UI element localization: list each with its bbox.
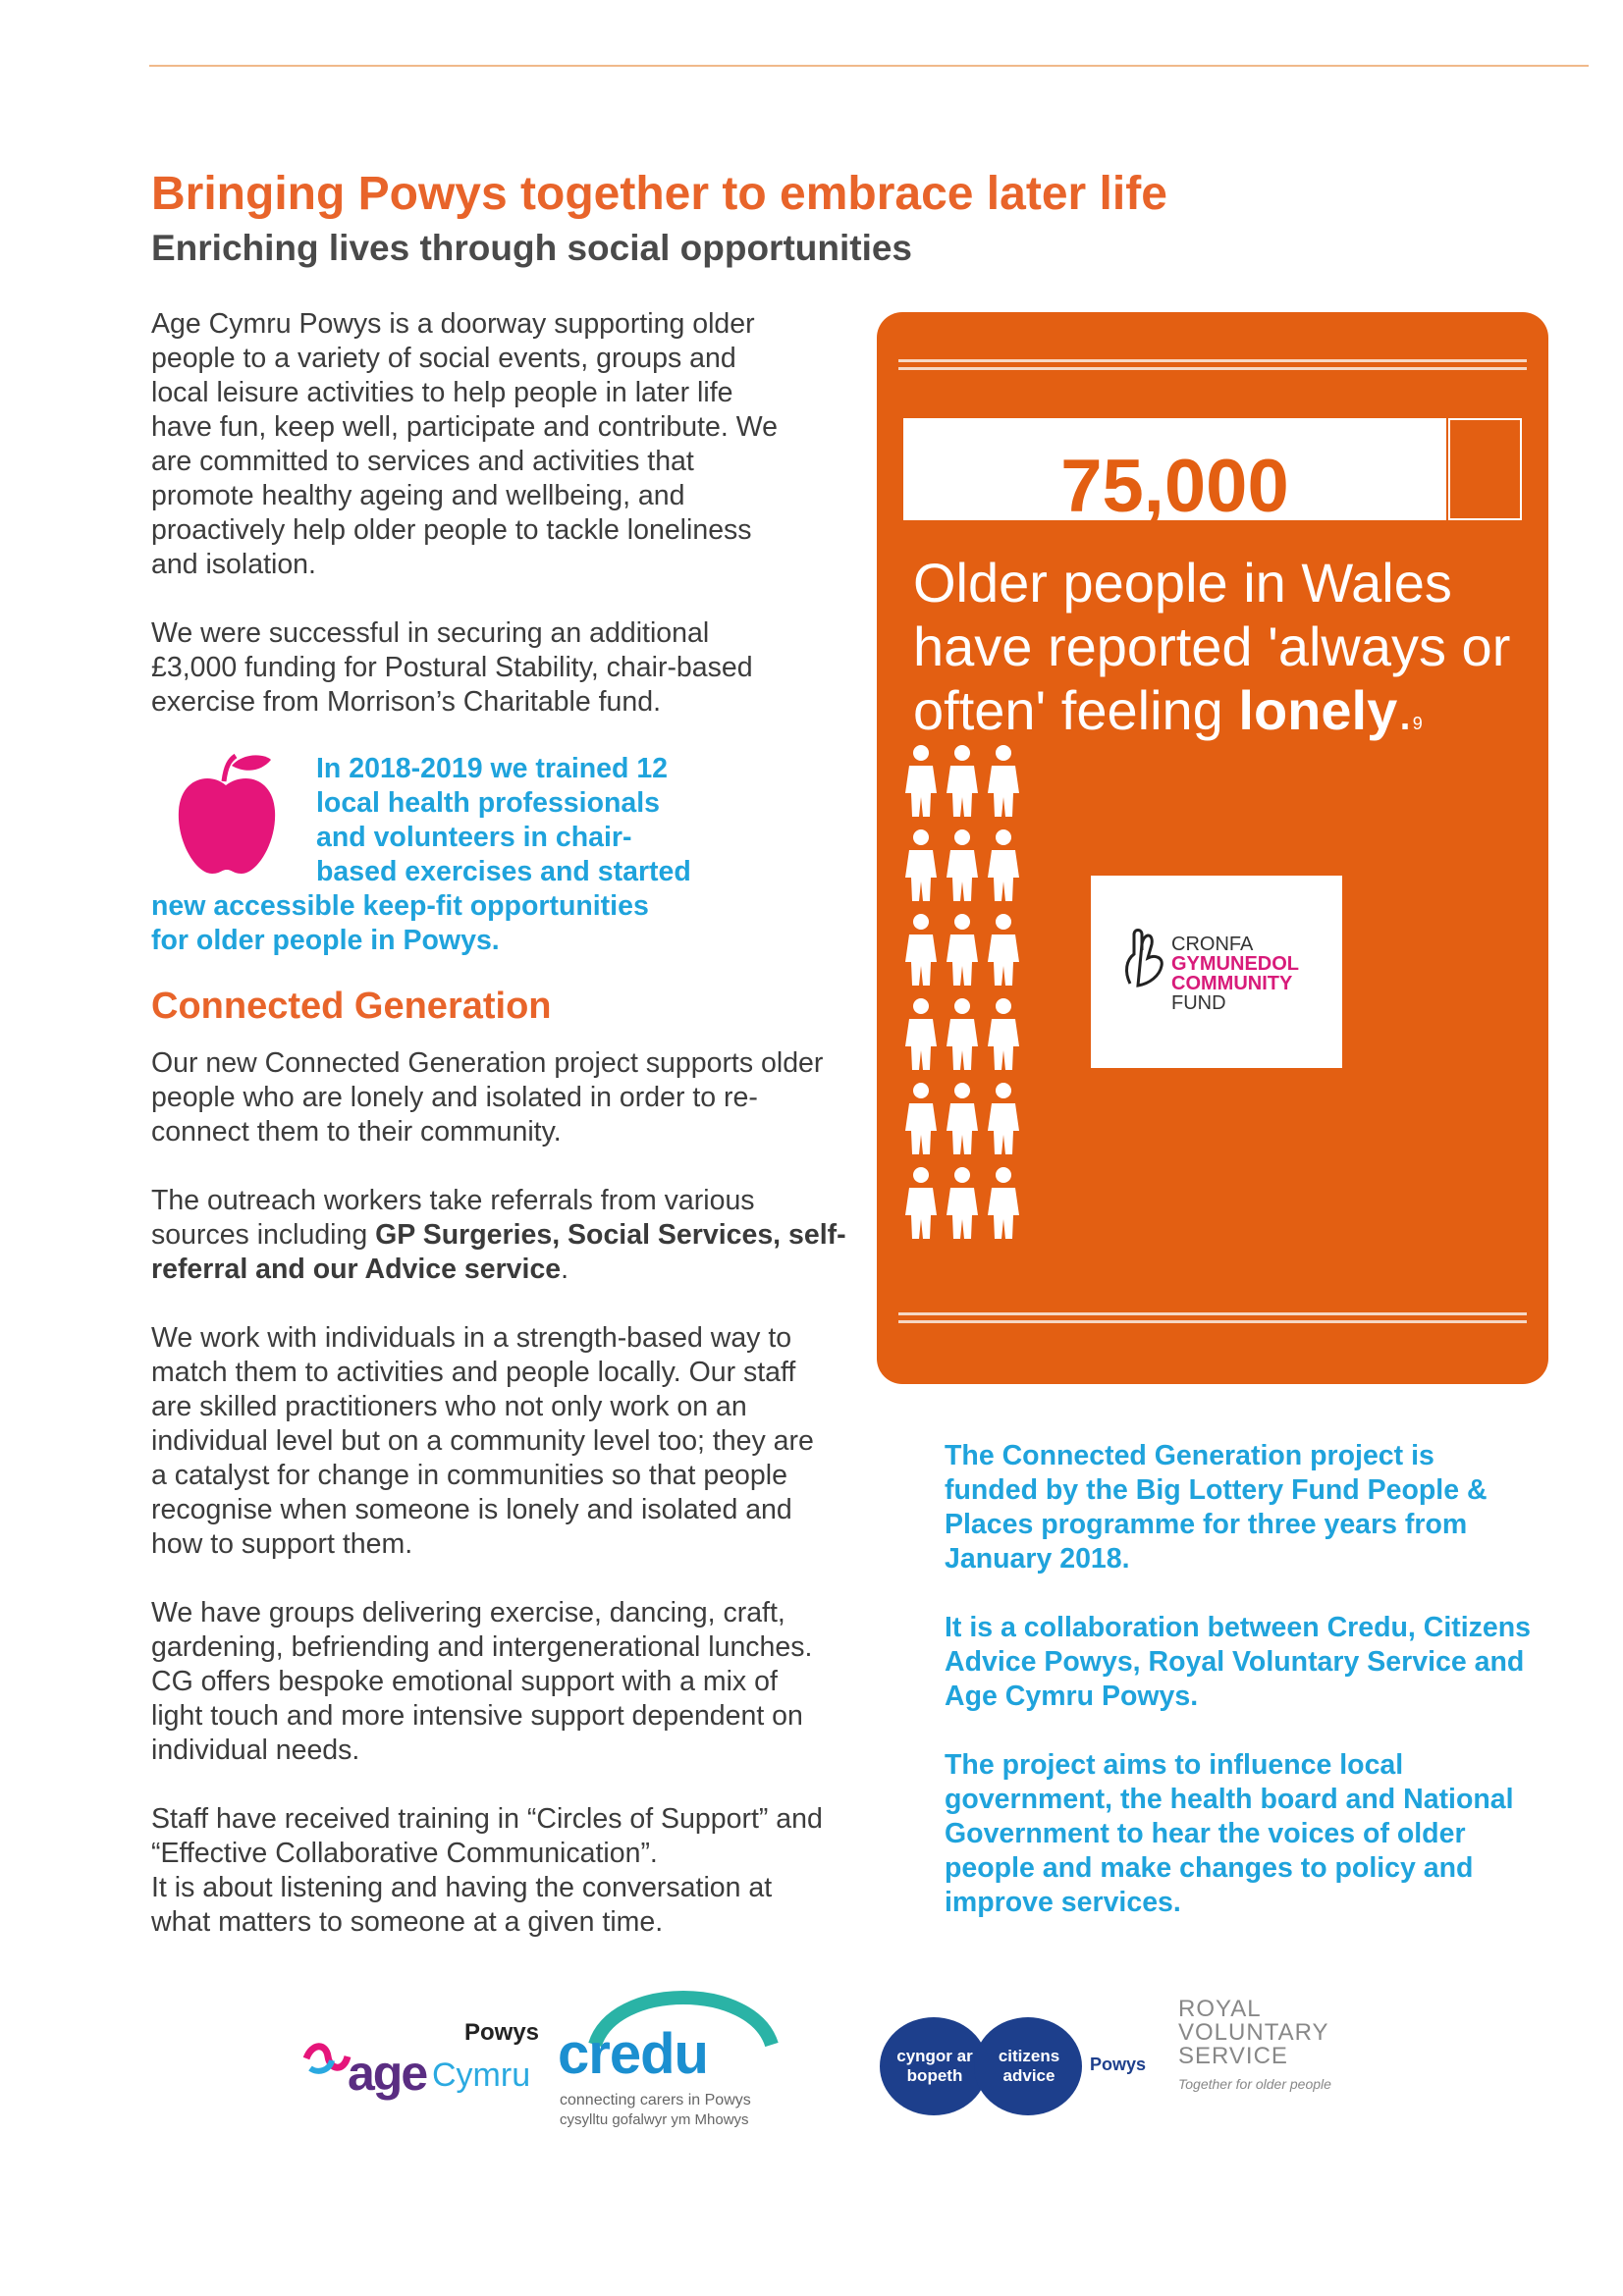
cab-welsh-text — [888, 2047, 982, 2086]
citizens-advice-logo — [880, 2017, 1164, 2125]
people-row — [903, 1166, 1031, 1241]
rvs-tagline: Together for older people — [1178, 2076, 1331, 2092]
cab-line: citizens — [998, 2047, 1060, 2065]
credu-tagline-welsh: cysylltu gofalwyr ym Mhowys — [560, 2111, 749, 2128]
rvs-line: ROYAL — [1178, 1996, 1262, 2022]
page-title: Bringing Powys together to embrace later life — [151, 168, 1167, 220]
highlight-line: In 2018-2019 we trained 12 — [316, 753, 669, 784]
person-icon — [945, 1166, 980, 1241]
listening-text: It is about listening and having the conversation at what matters to someone at a given time. — [151, 1872, 773, 1938]
stat-number: 75,000 — [1060, 445, 1289, 528]
referrals-sources: GP Surgeries, Social Services, self-referral and our Advice service — [151, 1219, 846, 1285]
stat-text: Older people in Wales have reported 'always or often' feeling — [913, 552, 1511, 741]
age-cymru-region: Powys — [464, 2019, 540, 2046]
credu-wordmark: credu — [558, 2022, 708, 2086]
training-text: Staff have received training in “Circles of Support” and “Effective Collaborative Communication”. — [151, 1803, 823, 1869]
person-icon — [945, 744, 980, 819]
people-row — [903, 913, 1031, 988]
person-icon — [986, 828, 1021, 903]
fund-line: COMMUNITY — [1171, 973, 1293, 994]
person-icon — [945, 913, 980, 988]
fund-line: GYMUNEDOL — [1171, 953, 1299, 975]
highlight-block-tail — [151, 889, 858, 958]
person-icon — [986, 913, 1021, 988]
connected-text — [151, 1046, 848, 1974]
rvs-line: SERVICE — [1178, 2043, 1288, 2069]
age-cymru-cymru: Cymru — [432, 2056, 531, 2094]
highlight-line: based exercises and started — [316, 856, 691, 887]
footnote-marker: 9 — [1412, 714, 1423, 733]
highlight-line: for older people in Powys. — [151, 925, 500, 956]
stat-box-end — [1448, 418, 1522, 520]
referrals-text: The outreach workers take referrals from various sources including — [151, 1185, 755, 1251]
funding-paragraph: We were successful in securing an additional £3,000 funding for Postural Stability, chair-based exercise from Morrison’s Charitable fund. — [151, 617, 753, 718]
note-paragraph: The project aims to influence local government, the health board and National Government to hear the voices of older people and make changes to policy and improve services. — [945, 1749, 1514, 1918]
intro-text — [151, 307, 799, 754]
cab-region: Powys — [1090, 2055, 1147, 2074]
highlight-line: local health professionals — [316, 787, 661, 819]
swirl-icon — [302, 2039, 352, 2078]
crossed-fingers-icon — [1120, 925, 1171, 989]
age-cymru-logo — [302, 2017, 538, 2125]
double-rule — [898, 359, 1527, 370]
fund-line: FUND — [1171, 992, 1226, 1014]
person-icon — [903, 1082, 939, 1156]
person-icon — [903, 1166, 939, 1241]
highlight-line: new accessible keep-fit opportunities — [151, 890, 649, 922]
stat-emphasis: lonely — [1238, 679, 1398, 741]
people-icons — [903, 744, 1031, 1251]
top-rule — [149, 65, 1589, 67]
people-row — [903, 1082, 1031, 1156]
apple-icon — [175, 752, 279, 878]
credu-logo — [558, 1988, 803, 2135]
highlight-line: and volunteers in chair- — [316, 822, 632, 853]
people-row — [903, 997, 1031, 1072]
highlight-block — [316, 752, 866, 889]
cab-english-text — [982, 2047, 1076, 2086]
credu-tagline: connecting carers in Powys — [560, 2092, 751, 2109]
person-icon — [986, 744, 1021, 819]
person-icon — [945, 997, 980, 1072]
groups-paragraph: We have groups delivering exercise, dancing, craft, gardening, befriending and intergenerational lunches. CG offers bespoke emotional support with a mix of light touch and more intensive support dependent on individual needs. — [151, 1597, 813, 1766]
cab-line: cyngor ar — [896, 2047, 973, 2065]
community-fund-logo — [1091, 876, 1342, 1068]
cab-line: advice — [1002, 2066, 1055, 2085]
person-icon — [986, 997, 1021, 1072]
rvs-logo — [1178, 1998, 1375, 2115]
fund-line: CRONFA — [1171, 934, 1254, 955]
training-paragraph — [151, 1802, 829, 1940]
rvs-line: VOLUNTARY — [1178, 2019, 1329, 2046]
person-icon — [986, 1166, 1021, 1241]
person-icon — [903, 828, 939, 903]
referrals-end: . — [561, 1254, 569, 1285]
person-icon — [903, 913, 939, 988]
people-row — [903, 744, 1031, 819]
cab-line: bopeth — [906, 2066, 963, 2085]
double-rule — [898, 1312, 1527, 1323]
person-icon — [945, 1082, 980, 1156]
stat-period: . — [1397, 679, 1413, 741]
note-paragraph: The Connected Generation project is funded by the Big Lottery Fund People & Places programme for three years from January 2018. — [945, 1440, 1488, 1575]
stat-panel — [877, 312, 1548, 1384]
stat-box — [903, 418, 1446, 528]
page-subtitle: Enriching lives through social opportunities — [151, 228, 913, 268]
referrals-paragraph — [151, 1184, 848, 1287]
stat-description — [913, 551, 1522, 756]
people-row — [903, 828, 1031, 903]
person-icon — [945, 828, 980, 903]
partner-logos — [295, 1988, 1375, 2135]
intro-paragraph: Age Cymru Powys is a doorway supporting older people to a variety of social events, groups and local leisure activities to help people in later life have fun, keep well, participate and contribute. We are committed to services and activities that promote healthy ageing and wellbeing, and proactively help older people to tackle loneliness and isolation. — [151, 308, 778, 580]
section-heading: Connected Generation — [151, 986, 552, 1027]
strength-paragraph: We work with individuals in a strength-based way to match them to activities and people locally. Our staff are skilled practitioners who not only work on an individual level but on a community level too; they are a catalyst for change in communities so that people recognise when someone is lonely and isolated and how to support them. — [151, 1322, 814, 1560]
person-icon — [986, 1082, 1021, 1156]
note-paragraph: It is a collaboration between Credu, Citizens Advice Powys, Royal Voluntary Service and Age Cymru Powys. — [945, 1612, 1532, 1712]
project-notes — [945, 1439, 1534, 1954]
person-icon — [903, 997, 939, 1072]
person-icon — [903, 744, 939, 819]
connected-paragraph: Our new Connected Generation project supports older people who are lonely and isolated in order to re-connect them to their community. — [151, 1047, 824, 1148]
age-cymru-word: age — [348, 2046, 427, 2101]
